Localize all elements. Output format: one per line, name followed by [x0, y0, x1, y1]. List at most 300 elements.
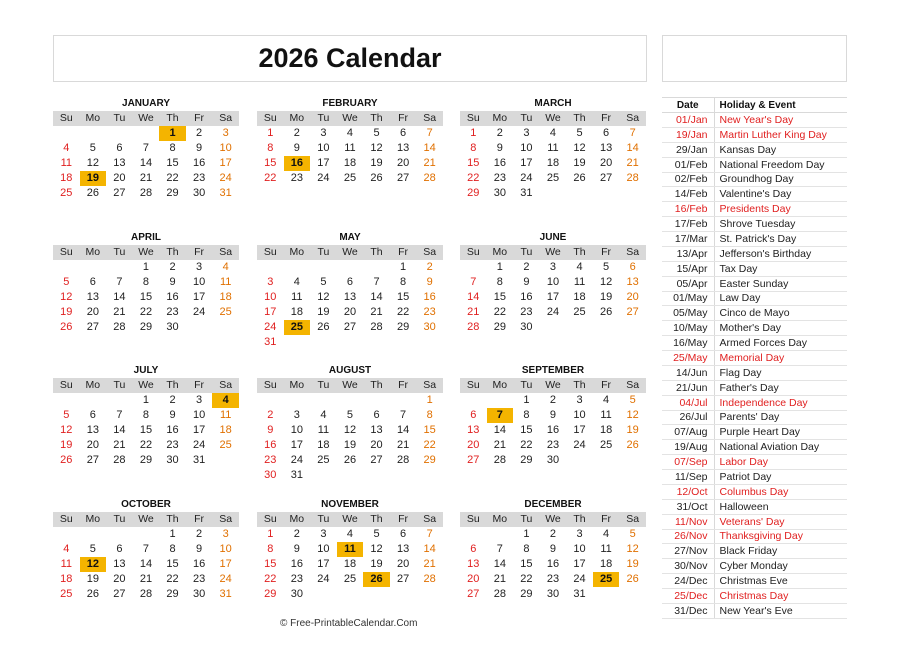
day-cell: 16	[290, 558, 303, 570]
day-cell: 8	[169, 142, 176, 154]
holiday-date: 17/Feb	[662, 217, 714, 232]
day-cell: 11	[547, 142, 559, 154]
holiday-date: 30/Nov	[662, 559, 714, 574]
holiday-row	[662, 514, 847, 529]
day-cell: 6	[89, 276, 96, 288]
day-cell: 15	[139, 291, 153, 303]
holiday-row	[662, 172, 847, 187]
day-cell: 20	[113, 573, 126, 585]
weekday-header-row	[53, 245, 239, 260]
day-cell: 17	[573, 424, 586, 436]
holiday-row	[662, 574, 847, 589]
week-row	[257, 260, 443, 275]
day-cell: 16	[192, 157, 206, 169]
holiday-row	[662, 246, 847, 261]
day-cell: 26	[317, 321, 330, 333]
weekday-header: Su	[466, 379, 480, 391]
holiday-name: Thanksgiving Day	[714, 529, 847, 544]
day-cell: 11	[337, 542, 364, 557]
day-cell: 31	[264, 336, 277, 348]
weekday-header: Su	[263, 246, 277, 258]
month-name: APRIL	[131, 232, 161, 243]
empty-cell	[363, 587, 390, 602]
holiday-row	[662, 499, 847, 514]
day-cell: 24	[573, 573, 586, 585]
holiday-date: 01/Jan	[662, 113, 714, 128]
day-cell: 6	[470, 409, 477, 421]
week-row	[460, 587, 646, 602]
month-name: DECEMBER	[524, 499, 582, 510]
day-cell: 29	[139, 321, 153, 333]
day-cell: 15	[493, 291, 506, 303]
day-cell: 26	[573, 172, 586, 184]
holiday-name: Valentine's Day	[714, 187, 847, 202]
empty-cell	[106, 393, 133, 408]
weekday-header: Tu	[520, 246, 533, 258]
week-row	[257, 587, 443, 602]
day-cell: 20	[396, 157, 410, 169]
empty-cell	[363, 468, 390, 483]
day-cell: 13	[113, 157, 126, 169]
day-cell: 11	[291, 291, 303, 303]
empty-cell	[363, 260, 390, 275]
day-cell: 2	[496, 127, 503, 139]
day-cell: 28	[113, 454, 126, 466]
day-cell: 20	[86, 439, 99, 451]
empty-cell	[363, 393, 390, 408]
holiday-row	[662, 589, 847, 604]
day-cell: 26	[599, 306, 613, 318]
holiday-date: 27/Nov	[662, 544, 714, 559]
holiday-name: Easter Sunday	[714, 276, 847, 291]
holiday-name: Armed Forces Day	[714, 336, 847, 351]
weekday-header: We	[138, 112, 154, 124]
empty-cell	[337, 468, 364, 483]
weekday-header: Sa	[219, 513, 233, 525]
weekday-header: Th	[573, 379, 586, 391]
day-cell: 14	[493, 558, 506, 570]
day-cell: 22	[139, 306, 153, 318]
holiday-date: 07/Aug	[662, 425, 714, 440]
day-cell: 7	[116, 409, 123, 421]
day-cell: 8	[142, 409, 150, 421]
week-row	[460, 186, 646, 201]
weekday-header: We	[342, 246, 358, 258]
day-cell: 23	[520, 306, 533, 318]
weekday-header: Tu	[113, 112, 126, 124]
day-cell: 7	[116, 276, 123, 288]
day-cell: 1	[400, 261, 407, 273]
holiday-name: National Freedom Day	[714, 157, 847, 172]
day-cell: 30	[166, 454, 179, 466]
day-cell: 23	[290, 172, 303, 184]
holiday-row	[662, 261, 847, 276]
day-cell: 22	[396, 306, 410, 318]
week-row	[257, 572, 443, 587]
day-cell: 16	[264, 439, 277, 451]
day-cell: 28	[370, 321, 383, 333]
week-row	[257, 438, 443, 453]
weekday-header: Tu	[317, 246, 330, 258]
day-cell: 2	[426, 261, 433, 273]
holiday-name: St. Patrick's Day	[714, 232, 847, 247]
week-row	[257, 156, 443, 171]
day-cell: 17	[219, 558, 232, 570]
day-cell: 11	[600, 543, 612, 555]
day-cell: 20	[113, 172, 126, 184]
day-cell: 27	[86, 321, 99, 333]
week-row	[460, 156, 646, 171]
day-cell: 17	[317, 157, 330, 169]
day-cell: 30	[546, 454, 560, 466]
day-cell: 18	[290, 306, 303, 318]
weekday-header: We	[545, 513, 561, 525]
day-cell: 26	[86, 187, 99, 199]
holiday-date: 26/Jul	[662, 410, 714, 425]
holiday-row	[662, 455, 847, 470]
empty-cell	[53, 527, 80, 542]
holiday-date: 26/Nov	[662, 529, 714, 544]
day-cell: 27	[626, 306, 639, 318]
weekday-header: Fr	[194, 112, 205, 124]
month-july	[53, 364, 239, 468]
day-cell: 15	[139, 424, 153, 436]
day-cell: 21	[467, 306, 480, 318]
day-cell: 22	[493, 306, 506, 318]
holiday-date: 11/Nov	[662, 514, 714, 529]
week-row	[53, 438, 239, 453]
day-cell: 13	[370, 424, 383, 436]
holiday-row	[662, 321, 847, 336]
holiday-row	[662, 142, 847, 157]
day-cell: 12	[343, 424, 357, 436]
holiday-row	[662, 336, 847, 351]
holiday-name: Flag Day	[714, 365, 847, 380]
day-cell: 12	[80, 557, 107, 572]
holiday-date: 05/Apr	[662, 276, 714, 291]
day-cell: 9	[293, 142, 300, 154]
holiday-name: Purple Heart Day	[714, 425, 847, 440]
week-row	[53, 141, 239, 156]
weekday-header: Fr	[601, 379, 612, 391]
day-cell: 30	[192, 187, 206, 199]
day-cell: 22	[166, 573, 179, 585]
day-cell: 4	[293, 276, 300, 288]
day-cell: 27	[599, 172, 613, 184]
day-cell: 18	[343, 558, 357, 570]
day-cell: 25	[60, 588, 73, 600]
side-header-box	[662, 35, 847, 82]
week-row	[257, 171, 443, 186]
day-cell: 8	[169, 543, 176, 555]
week-row	[53, 453, 239, 468]
day-cell: 13	[599, 142, 613, 154]
day-cell: 3	[196, 261, 203, 273]
weekday-header: Mo	[492, 513, 508, 525]
week-row	[257, 290, 443, 305]
day-cell: 13	[396, 142, 410, 154]
week-row	[460, 275, 646, 290]
day-cell: 24	[317, 172, 330, 184]
day-cell: 16	[284, 156, 311, 171]
day-cell: 11	[573, 276, 586, 288]
week-row	[53, 260, 239, 275]
weekday-header: Tu	[520, 513, 533, 525]
holiday-row	[662, 202, 847, 217]
week-row	[257, 542, 443, 557]
day-cell: 22	[520, 439, 533, 451]
day-cell: 25	[599, 439, 613, 451]
empty-cell	[337, 393, 364, 408]
day-cell: 7	[142, 543, 150, 555]
holiday-date: 25/May	[662, 351, 714, 366]
day-cell: 29	[493, 321, 506, 333]
weekday-header: Mo	[85, 513, 101, 525]
day-cell: 17	[520, 157, 533, 169]
day-cell: 1	[267, 127, 274, 139]
holiday-row	[662, 127, 847, 142]
day-cell: 23	[192, 172, 206, 184]
empty-cell	[390, 335, 417, 350]
holiday-row	[662, 232, 847, 247]
weekday-header: Th	[573, 246, 586, 258]
week-row	[257, 468, 443, 483]
day-cell: 21	[493, 573, 506, 585]
empty-cell	[133, 527, 160, 542]
holiday-name: Columbus Day	[714, 484, 847, 499]
holiday-name: Veterans' Day	[714, 514, 847, 529]
weekday-header-row	[53, 512, 239, 527]
empty-cell	[212, 453, 239, 468]
holiday-date: 16/Feb	[662, 202, 714, 217]
day-cell: 25	[317, 454, 330, 466]
day-cell: 28	[423, 573, 436, 585]
day-cell: 12	[573, 142, 586, 154]
day-cell: 4	[576, 261, 583, 273]
day-cell: 5	[63, 276, 70, 288]
weekday-header: We	[342, 112, 358, 124]
day-cell: 26	[60, 454, 73, 466]
weekday-header: Sa	[626, 112, 640, 124]
day-cell: 1	[470, 127, 477, 139]
day-cell: 1	[496, 261, 503, 273]
empty-cell	[106, 260, 133, 275]
weekday-header-row	[257, 512, 443, 527]
day-cell: 25	[219, 439, 232, 451]
week-row	[460, 438, 646, 453]
empty-cell	[416, 468, 443, 483]
day-cell: 30	[423, 321, 436, 333]
day-cell: 18	[546, 157, 560, 169]
day-cell: 17	[219, 157, 232, 169]
week-row	[53, 320, 239, 335]
day-cell: 11	[60, 157, 72, 169]
day-cell: 23	[290, 573, 303, 585]
day-cell: 9	[169, 276, 176, 288]
day-cell: 19	[80, 171, 107, 186]
day-cell: 22	[264, 172, 277, 184]
week-row	[257, 557, 443, 572]
empty-cell	[460, 393, 487, 408]
day-cell: 1	[523, 528, 530, 540]
weekday-header-row	[460, 378, 646, 393]
empty-cell	[310, 335, 337, 350]
week-row	[53, 290, 239, 305]
day-cell: 12	[86, 157, 99, 169]
holiday-row	[662, 365, 847, 380]
day-cell: 16	[546, 424, 560, 436]
holiday-row	[662, 410, 847, 425]
day-cell: 14	[139, 558, 153, 570]
weekday-header-row	[460, 111, 646, 126]
day-cell: 22	[166, 172, 179, 184]
day-cell: 13	[396, 543, 410, 555]
day-cell: 4	[63, 543, 70, 555]
day-cell: 9	[426, 276, 433, 288]
day-cell: 20	[86, 306, 99, 318]
day-cell: 5	[320, 276, 327, 288]
day-cell: 10	[290, 424, 303, 436]
day-cell: 24	[317, 573, 330, 585]
empty-cell	[416, 587, 443, 602]
day-cell: 13	[86, 291, 99, 303]
week-row	[53, 587, 239, 602]
day-cell: 14	[423, 142, 436, 154]
day-cell: 26	[626, 573, 639, 585]
day-cell: 18	[599, 558, 613, 570]
day-cell: 12	[60, 424, 73, 436]
day-cell: 21	[493, 439, 506, 451]
day-cell: 28	[467, 321, 480, 333]
day-cell: 11	[219, 409, 232, 421]
day-cell: 23	[423, 306, 436, 318]
holiday-name: Father's Day	[714, 380, 847, 395]
week-row	[460, 572, 646, 587]
day-cell: 19	[599, 291, 613, 303]
day-cell: 29	[264, 588, 277, 600]
holiday-name-header: Holiday & Event	[714, 98, 847, 113]
month-name: JANUARY	[122, 98, 170, 109]
day-cell: 2	[267, 409, 274, 421]
weekday-header: Sa	[219, 379, 233, 391]
day-cell: 28	[493, 588, 506, 600]
empty-cell	[310, 468, 337, 483]
weekday-header-row	[53, 111, 239, 126]
month-name: SEPTEMBER	[521, 365, 585, 376]
day-cell: 17	[192, 424, 206, 436]
day-cell: 15	[264, 157, 277, 169]
day-cell: 28	[626, 172, 639, 184]
day-cell: 22	[139, 439, 153, 451]
day-cell: 30	[166, 321, 179, 333]
day-cell: 4	[222, 261, 229, 273]
empty-cell	[460, 260, 487, 275]
empty-cell	[80, 527, 107, 542]
holiday-date: 12/Oct	[662, 484, 714, 499]
day-cell: 24	[520, 172, 533, 184]
day-cell: 29	[396, 321, 410, 333]
day-cell: 8	[267, 543, 274, 555]
holiday-name: Memorial Day	[714, 351, 847, 366]
day-cell: 10	[192, 409, 206, 421]
day-cell: 3	[222, 127, 229, 139]
day-cell: 16	[493, 157, 506, 169]
month-april	[53, 231, 239, 335]
day-cell: 10	[317, 543, 330, 555]
day-cell: 28	[423, 172, 436, 184]
day-cell: 3	[576, 528, 583, 540]
day-cell: 24	[192, 306, 206, 318]
day-cell: 21	[370, 306, 383, 318]
day-cell: 28	[113, 321, 126, 333]
holiday-date: 24/Dec	[662, 574, 714, 589]
empty-cell	[540, 186, 567, 201]
weekday-header: Tu	[520, 112, 533, 124]
week-row	[257, 408, 443, 423]
day-cell: 2	[196, 528, 203, 540]
day-cell: 23	[546, 439, 560, 451]
week-row	[460, 141, 646, 156]
weekday-header: Sa	[423, 112, 437, 124]
holiday-row	[662, 440, 847, 455]
day-cell: 7	[487, 408, 514, 423]
day-cell: 18	[599, 424, 613, 436]
day-cell: 23	[192, 573, 206, 585]
empty-cell	[337, 260, 364, 275]
weekday-header: Th	[573, 112, 586, 124]
holiday-name: New Year's Day	[714, 113, 847, 128]
day-cell: 18	[219, 424, 232, 436]
holiday-row	[662, 187, 847, 202]
holiday-date: 11/Sep	[662, 470, 714, 485]
day-cell: 15	[166, 558, 179, 570]
holiday-name: Independence Day	[714, 395, 847, 410]
day-cell: 19	[86, 573, 99, 585]
day-cell: 11	[317, 424, 330, 436]
weekday-header: We	[138, 379, 154, 391]
day-cell: 10	[573, 543, 586, 555]
weekday-header-row	[257, 245, 443, 260]
holiday-row	[662, 529, 847, 544]
day-cell: 22	[264, 573, 277, 585]
day-cell: 7	[629, 127, 636, 139]
holiday-date: 31/Oct	[662, 499, 714, 514]
weekday-header: Fr	[194, 379, 205, 391]
day-cell: 14	[626, 142, 639, 154]
week-row	[460, 305, 646, 320]
day-cell: 3	[576, 394, 583, 406]
day-cell: 6	[116, 142, 123, 154]
empty-cell	[310, 260, 337, 275]
day-cell: 27	[113, 588, 126, 600]
day-cell: 5	[346, 409, 354, 421]
day-cell: 17	[290, 439, 303, 451]
empty-cell	[593, 587, 620, 602]
day-cell: 20	[467, 439, 480, 451]
empty-cell	[593, 320, 620, 335]
holiday-row	[662, 470, 847, 485]
day-cell: 9	[293, 543, 300, 555]
weekday-header: Sa	[626, 379, 640, 391]
day-cell: 12	[370, 142, 383, 154]
week-row	[53, 557, 239, 572]
week-row	[257, 126, 443, 141]
day-cell: 27	[467, 588, 480, 600]
week-row	[53, 275, 239, 290]
weekday-header-row	[460, 245, 646, 260]
empty-cell	[593, 186, 620, 201]
week-row	[257, 335, 443, 350]
